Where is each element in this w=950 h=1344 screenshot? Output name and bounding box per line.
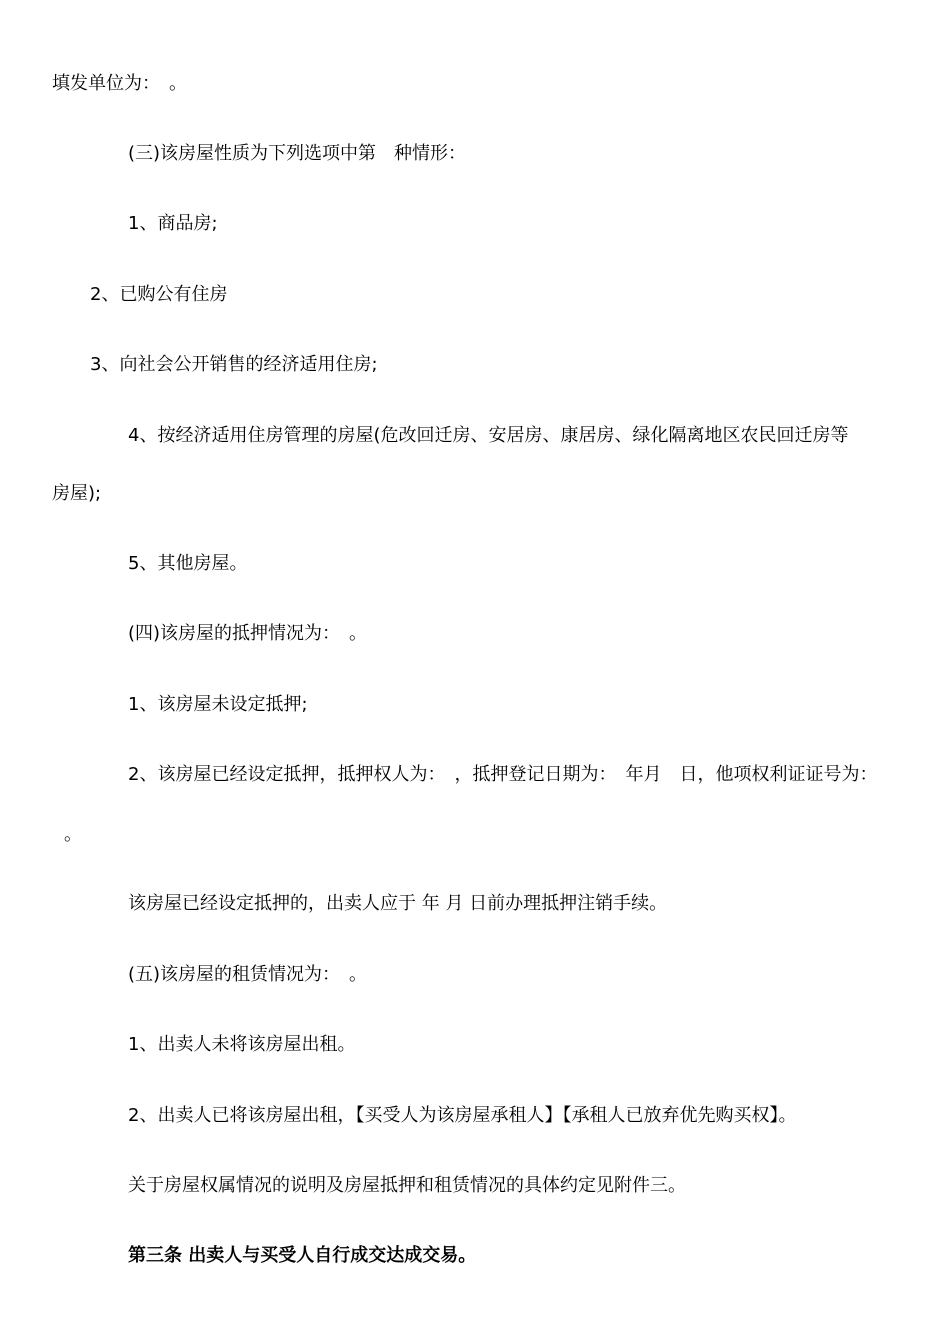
text-line: 1、该房屋未设定抵押; — [128, 694, 308, 715]
text-line: 5、其他房屋。 — [128, 553, 248, 574]
section-heading: 第三条 出卖人与买受人自行成交达成交易。 — [128, 1245, 477, 1266]
text-line: (四)该房屋的抵押情况为： 。 — [128, 623, 368, 644]
text-line: (五)该房屋的租赁情况为： 。 — [128, 964, 368, 985]
text-line: 2、已购公有住房 — [90, 284, 228, 305]
text-line: 该房屋已经设定抵押的，出卖人应于 年 月 日前办理抵押注销手续。 — [128, 893, 668, 914]
text-line: 1、出卖人未将该房屋出租。 — [128, 1034, 356, 1055]
text-line: 。 — [64, 824, 82, 845]
text-line: 房屋); — [52, 483, 102, 504]
text-line: 填发单位为： 。 — [52, 73, 187, 94]
text-line: 3、向社会公开销售的经济适用住房; — [90, 354, 378, 375]
text-line: 2、出卖人已将该房屋出租，【买受人为该房屋承租人】【承租人已放弃优先购买权】。 — [128, 1105, 797, 1126]
text-line: 2、该房屋已经设定抵押，抵押权人为： ，抵押登记日期为： 年月 日，他项权利证证号为： — [128, 764, 878, 785]
text-line: 1、商品房; — [128, 213, 218, 234]
text-line: (三)该房屋性质为下列选项中第 种情形： — [128, 143, 467, 164]
text-line: 关于房屋权属情况的说明及房屋抵押和租赁情况的具体约定见附件三。 — [128, 1175, 686, 1196]
text-line: 4、按经济适用住房管理的房屋(危改回迁房、安居房、康居房、绿化隔离地区农民回迁房等 — [128, 425, 849, 446]
